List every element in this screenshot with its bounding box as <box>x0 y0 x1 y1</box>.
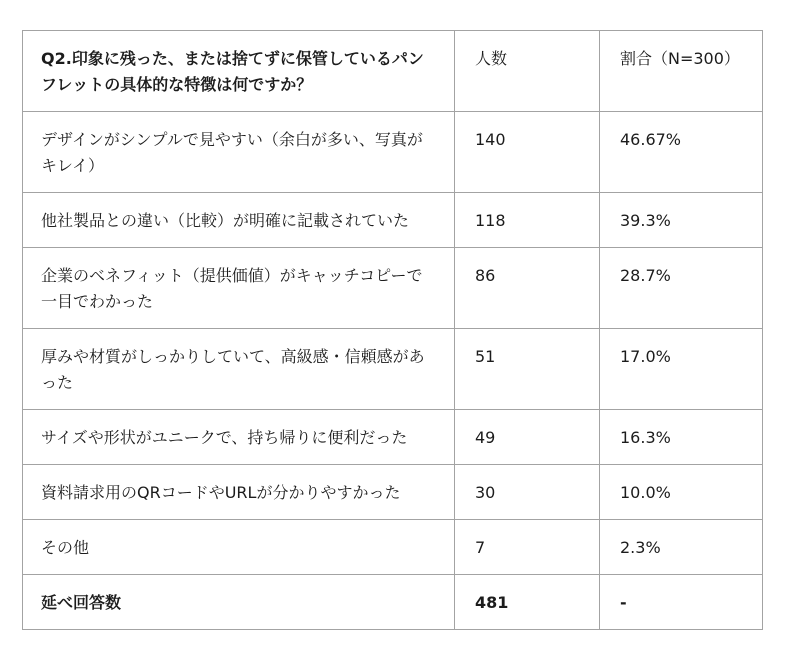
table-total-row <box>23 575 763 630</box>
row-percent: 16.3% <box>600 410 763 465</box>
row-count: 30 <box>455 465 600 520</box>
row-count: 86 <box>455 248 600 329</box>
row-percent: 46.67% <box>600 112 763 193</box>
row-percent: 10.0% <box>600 465 763 520</box>
table-row <box>23 465 763 520</box>
table-row <box>23 520 763 575</box>
row-label: その他 <box>23 520 455 575</box>
row-percent: 39.3% <box>600 193 763 248</box>
row-label: 厚みや材質がしっかりしていて、高級感・信頼感があった <box>23 329 455 410</box>
table-row <box>23 248 763 329</box>
row-count: 118 <box>455 193 600 248</box>
table-row <box>23 410 763 465</box>
table-header-ratio: 割合（N=300） <box>600 31 763 112</box>
table-row <box>23 329 763 410</box>
row-label: サイズや形状がユニークで、持ち帰りに便利だった <box>23 410 455 465</box>
total-row-label: 延べ回答数 <box>23 575 455 630</box>
row-label: 企業のベネフィット（提供価値）がキャッチコピーで一目でわかった <box>23 248 455 329</box>
row-percent: 17.0% <box>600 329 763 410</box>
row-percent: 28.7% <box>600 248 763 329</box>
table-header-question: Q2.印象に残った、または捨てずに保管しているパンフレットの具体的な特徴は何ですか？ <box>23 31 455 112</box>
table-header-row <box>23 31 763 112</box>
table-header-count: 人数 <box>455 31 600 112</box>
total-row-count: 481 <box>455 575 600 630</box>
survey-results-table <box>22 30 763 630</box>
row-count: 49 <box>455 410 600 465</box>
row-label: デザインがシンプルで見やすい（余白が多い、写真がキレイ） <box>23 112 455 193</box>
row-count: 7 <box>455 520 600 575</box>
row-count: 51 <box>455 329 600 410</box>
row-label: 資料請求用のQRコードやURLが分かりやすかった <box>23 465 455 520</box>
total-row-percent: - <box>600 575 763 630</box>
row-label: 他社製品との違い（比較）が明確に記載されていた <box>23 193 455 248</box>
table-row <box>23 193 763 248</box>
row-percent: 2.3% <box>600 520 763 575</box>
row-count: 140 <box>455 112 600 193</box>
table-row <box>23 112 763 193</box>
